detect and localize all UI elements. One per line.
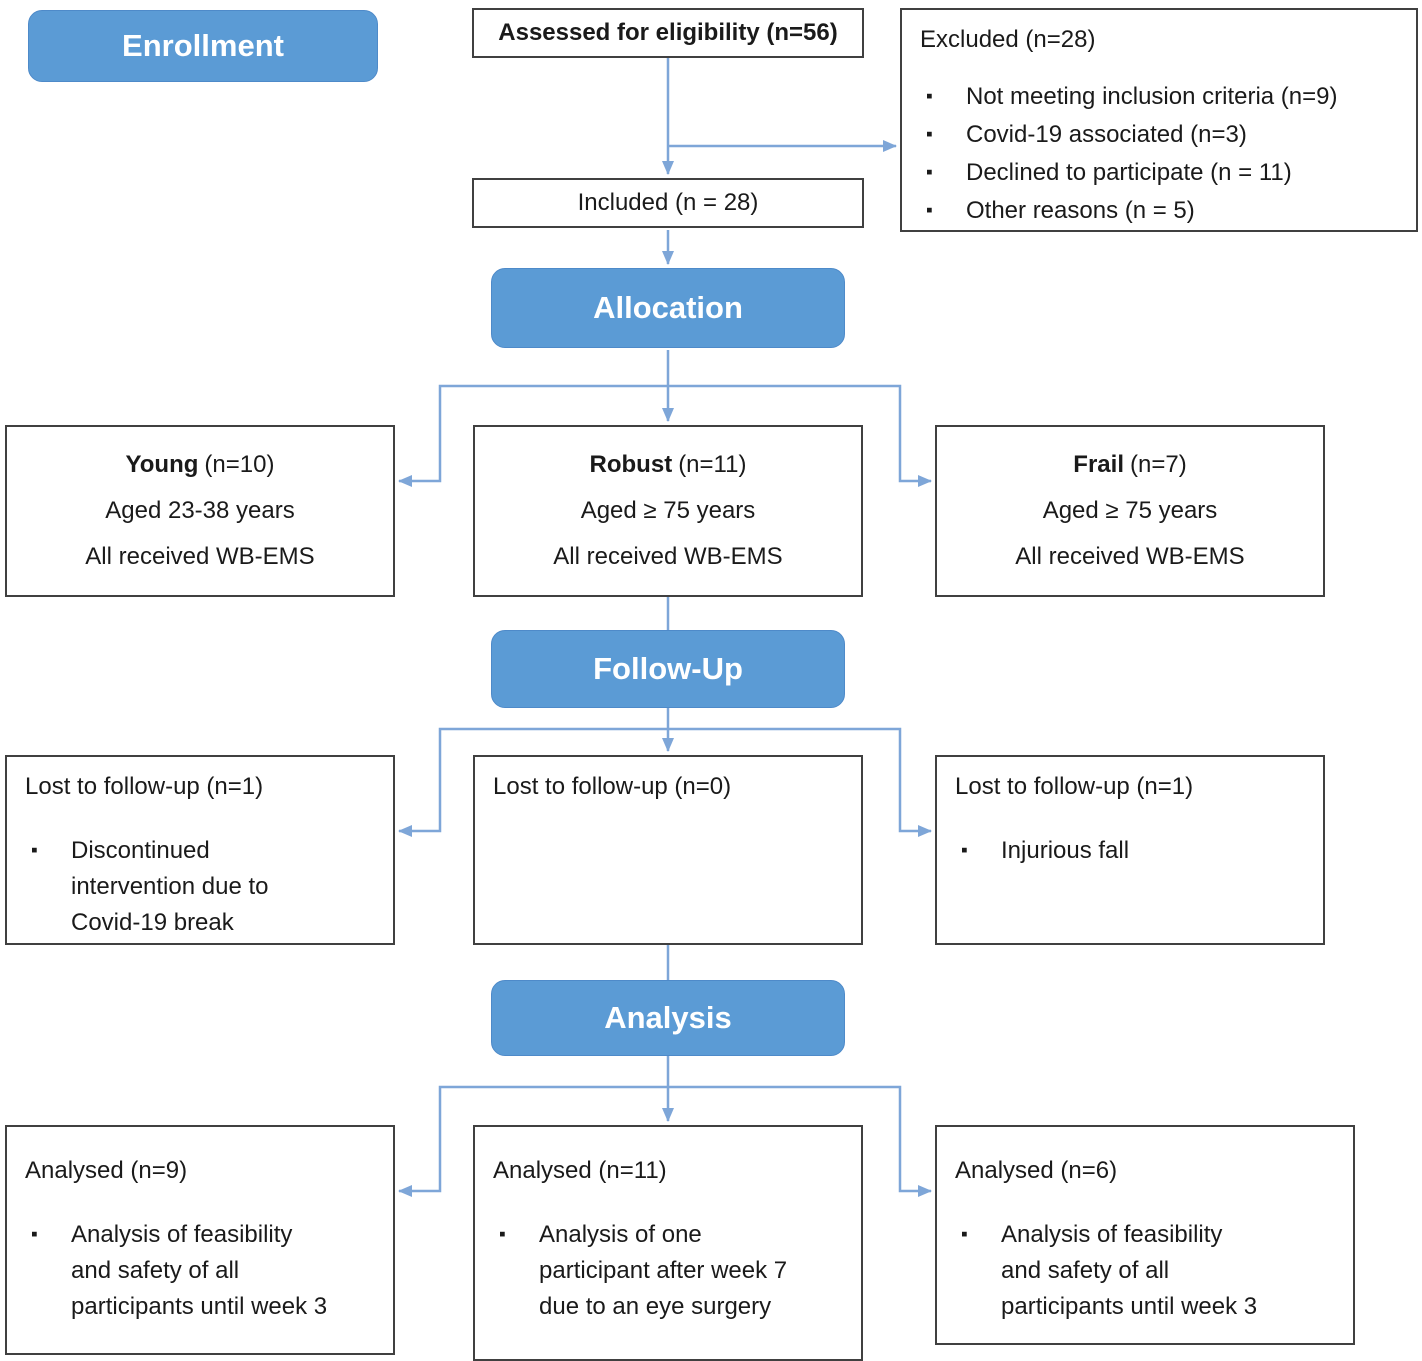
lost-followup-frail-box	[935, 755, 1325, 945]
included-label: Included (n = 28)	[577, 189, 759, 216]
group-name: Frail	[1073, 451, 1124, 478]
analysed-notes-list	[493, 1217, 843, 1325]
analysed-note-item: ▪ Analysis of one participant after week 7 due to an eye surgery	[493, 1217, 805, 1325]
analysed-young-box	[5, 1125, 395, 1355]
analysed-robust-box	[473, 1125, 863, 1361]
group-count: (n=10)	[204, 451, 275, 478]
group-name: Robust	[589, 451, 673, 478]
group-intervention: All received WB-EMS	[1015, 543, 1245, 570]
group-title	[947, 451, 1313, 479]
followup-stage-banner	[491, 630, 845, 708]
analysed-title: Analysed (n=6)	[955, 1157, 1118, 1184]
analysed-notes-list	[955, 1217, 1335, 1325]
lost-followup-title: Lost to follow-up (n=1)	[955, 773, 1194, 800]
analysis-stage-label: Analysis	[604, 1000, 732, 1035]
excluded-box	[900, 8, 1418, 232]
lost-followup-reason-item: ▪ Injurious fall	[955, 833, 1267, 869]
enrollment-stage-label: Enrollment	[122, 28, 284, 63]
group-count: (n=11)	[678, 451, 747, 478]
excluded-reason-item: ▪ Declined to participate (n = 11)	[920, 154, 1398, 192]
excluded-reasons-list	[920, 78, 1398, 230]
lost-followup-young-box	[5, 755, 395, 945]
followup-stage-label: Follow-Up	[593, 651, 743, 686]
excluded-title: Excluded (n=28)	[920, 26, 1096, 53]
analysed-note-item: ▪ Analysis of feasibility and safety of all participants until week 3	[25, 1217, 337, 1325]
assessed-label: Assessed for eligibility (n=56)	[498, 19, 838, 46]
lost-followup-robust-box	[473, 755, 863, 945]
analysed-frail-box	[935, 1125, 1355, 1345]
enrollment-stage-banner	[28, 10, 378, 82]
lost-followup-reasons-list	[25, 833, 375, 941]
analysed-title: Analysed (n=11)	[493, 1157, 667, 1184]
lost-followup-title: Lost to follow-up (n=1)	[25, 773, 264, 800]
group-age: Aged 23-38 years	[105, 497, 295, 524]
excluded-reason-item: ▪ Other reasons (n = 5)	[920, 192, 1398, 230]
group-title	[485, 451, 851, 479]
allocation-stage-banner	[491, 268, 845, 348]
robust-group-box	[473, 425, 863, 597]
group-title	[17, 451, 383, 479]
assessed-for-eligibility-box	[472, 8, 864, 58]
allocation-stage-label: Allocation	[593, 290, 743, 325]
analysed-note-item: ▪ Analysis of feasibility and safety of all participants until week 3	[955, 1217, 1267, 1325]
excluded-reason-item: ▪ Not meeting inclusion criteria (n=9)	[920, 78, 1398, 116]
group-intervention: All received WB-EMS	[85, 543, 315, 570]
lost-followup-reasons-list	[955, 833, 1305, 869]
group-intervention: All received WB-EMS	[553, 543, 783, 570]
frail-group-box	[935, 425, 1325, 597]
lost-followup-reason-item: ▪ Discontinued intervention due to Covid-19 break	[25, 833, 337, 941]
group-name: Young	[125, 451, 199, 478]
analysis-stage-banner	[491, 980, 845, 1056]
included-box	[472, 178, 864, 228]
group-age: Aged ≥ 75 years	[580, 497, 756, 524]
young-group-box	[5, 425, 395, 597]
lost-followup-title: Lost to follow-up (n=0)	[493, 773, 732, 800]
group-count: (n=7)	[1129, 451, 1187, 478]
group-age: Aged ≥ 75 years	[1042, 497, 1218, 524]
analysed-notes-list	[25, 1217, 375, 1325]
analysed-title: Analysed (n=9)	[25, 1157, 188, 1184]
excluded-reason-item: ▪ Covid-19 associated (n=3)	[920, 116, 1398, 154]
